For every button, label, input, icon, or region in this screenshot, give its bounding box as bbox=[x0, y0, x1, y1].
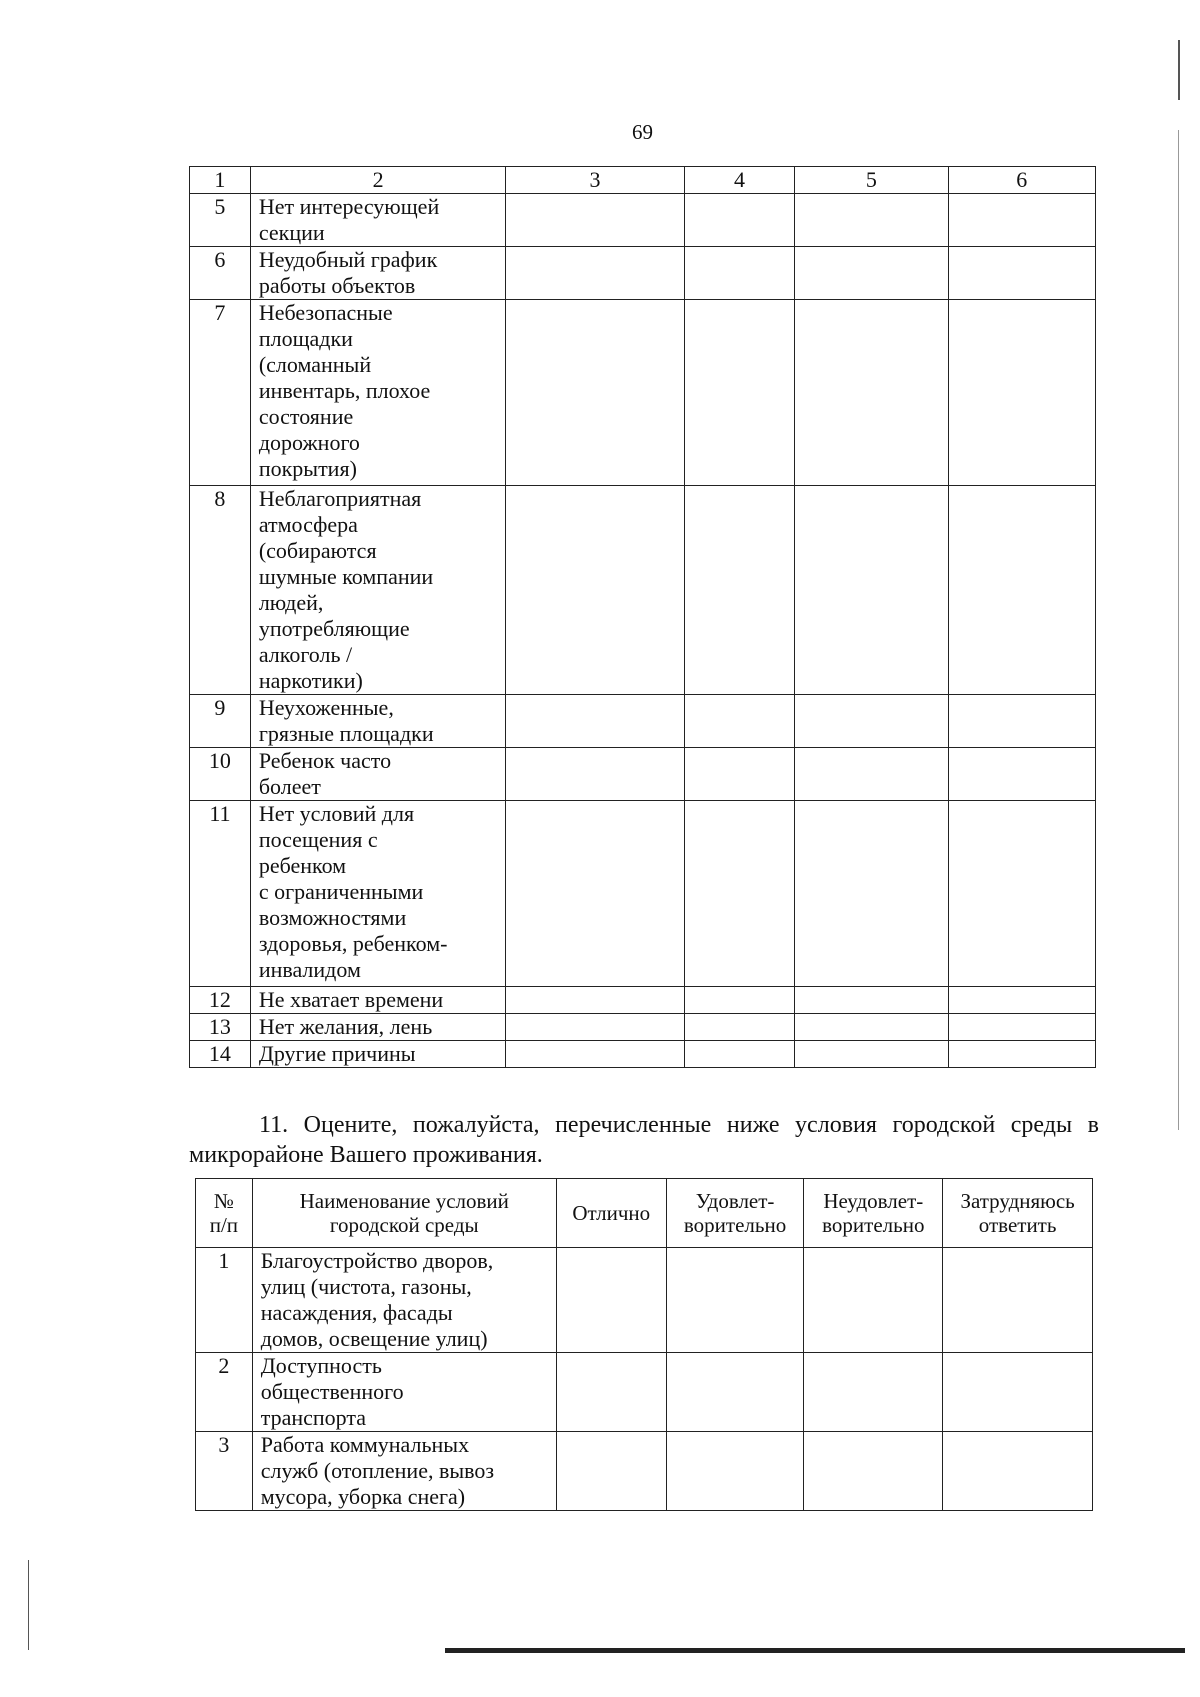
answer-cell[interactable] bbox=[795, 987, 948, 1014]
answer-cell[interactable] bbox=[948, 748, 1095, 801]
row-text-cell: Нет желания, лень bbox=[250, 1014, 506, 1041]
question-11-text: 11. Оцените, пожалуйста, перечисленные ниже условия городской среды в микрорайоне Вашего проживания. bbox=[189, 1112, 1099, 1168]
reasons-table bbox=[189, 166, 1096, 1068]
table-row bbox=[190, 194, 1096, 247]
answer-cell[interactable] bbox=[943, 1353, 1093, 1432]
answer-cell[interactable] bbox=[684, 247, 795, 300]
header-cell: 4 bbox=[684, 167, 795, 194]
scan-edge-line bbox=[28, 1560, 29, 1650]
answer-cell[interactable] bbox=[556, 1353, 666, 1432]
scan-edge-line bbox=[1178, 130, 1179, 1130]
answer-cell[interactable] bbox=[795, 695, 948, 748]
answer-cell[interactable] bbox=[943, 1248, 1093, 1353]
answer-cell[interactable] bbox=[684, 486, 795, 695]
answer-cell[interactable] bbox=[684, 1014, 795, 1041]
table-row bbox=[190, 695, 1096, 748]
header-cell: 6 bbox=[948, 167, 1095, 194]
row-text-cell: Неухоженные, грязные площадки bbox=[250, 695, 506, 748]
answer-cell[interactable] bbox=[666, 1432, 804, 1511]
answer-cell[interactable] bbox=[506, 486, 684, 695]
table-row bbox=[190, 748, 1096, 801]
answer-cell[interactable] bbox=[506, 987, 684, 1014]
row-text-cell: Другие причины bbox=[250, 1041, 506, 1068]
answer-cell[interactable] bbox=[948, 247, 1095, 300]
answer-cell[interactable] bbox=[684, 987, 795, 1014]
answer-cell[interactable] bbox=[506, 300, 684, 486]
answer-cell[interactable] bbox=[948, 300, 1095, 486]
row-number-cell: 10 bbox=[190, 748, 251, 801]
answer-cell[interactable] bbox=[684, 194, 795, 247]
table-row bbox=[196, 1353, 1093, 1432]
row-number-cell: 13 bbox=[190, 1014, 251, 1041]
row-number-cell: 5 bbox=[190, 194, 251, 247]
table-row bbox=[190, 486, 1096, 695]
table-row bbox=[196, 1432, 1093, 1511]
row-text-cell: Неблагоприятная атмосфера (собираются шумные компании людей, употребляющие алкоголь / наркотики) bbox=[250, 486, 506, 695]
header-cell: 1 bbox=[190, 167, 251, 194]
answer-cell[interactable] bbox=[804, 1353, 943, 1432]
answer-cell[interactable] bbox=[948, 987, 1095, 1014]
answer-cell[interactable] bbox=[948, 1014, 1095, 1041]
scan-edge-line bbox=[1178, 40, 1180, 100]
row-text-cell: Не хватает времени bbox=[250, 987, 506, 1014]
answer-cell[interactable] bbox=[948, 801, 1095, 987]
answer-cell[interactable] bbox=[795, 194, 948, 247]
answer-cell[interactable] bbox=[804, 1248, 943, 1353]
row-number-cell: 12 bbox=[190, 987, 251, 1014]
answer-cell[interactable] bbox=[948, 695, 1095, 748]
row-text-cell: Благоустройство дворов, улиц (чистота, газоны, насаждения, фасады домов, освещение улиц) bbox=[252, 1248, 556, 1353]
answer-cell[interactable] bbox=[795, 801, 948, 987]
answer-cell[interactable] bbox=[506, 247, 684, 300]
row-number-cell: 14 bbox=[190, 1041, 251, 1068]
row-number-cell: 6 bbox=[190, 247, 251, 300]
row-text-cell: Неудобный график работы объектов bbox=[250, 247, 506, 300]
answer-cell[interactable] bbox=[795, 1014, 948, 1041]
answer-cell[interactable] bbox=[943, 1432, 1093, 1511]
answer-cell[interactable] bbox=[684, 300, 795, 486]
table-row bbox=[190, 801, 1096, 987]
answer-cell[interactable] bbox=[556, 1432, 666, 1511]
table-row bbox=[190, 247, 1096, 300]
row-number-cell: 7 bbox=[190, 300, 251, 486]
answer-cell[interactable] bbox=[948, 194, 1095, 247]
city-conditions-table bbox=[195, 1178, 1093, 1511]
table-row bbox=[196, 1248, 1093, 1353]
table-header-row bbox=[196, 1179, 1093, 1248]
answer-cell[interactable] bbox=[804, 1432, 943, 1511]
row-text-cell: Нет условий для посещения с ребенком с ограниченными возможностями здоровья, ребенком- инвалидом bbox=[250, 801, 506, 987]
row-text-cell: Работа коммунальных служб (отопление, вывоз мусора, уборка снега) bbox=[252, 1432, 556, 1511]
answer-cell[interactable] bbox=[506, 194, 684, 247]
header-cell: № п/п bbox=[196, 1179, 253, 1248]
answer-cell[interactable] bbox=[666, 1248, 804, 1353]
row-number-cell: 3 bbox=[196, 1432, 253, 1511]
header-cell: Неудовлет- ворительно bbox=[804, 1179, 943, 1248]
answer-cell[interactable] bbox=[666, 1353, 804, 1432]
row-number-cell: 11 bbox=[190, 801, 251, 987]
table-header-row bbox=[190, 167, 1096, 194]
row-text-cell: Нет интересующей секции bbox=[250, 194, 506, 247]
answer-cell[interactable] bbox=[556, 1248, 666, 1353]
answer-cell[interactable] bbox=[795, 300, 948, 486]
header-cell: Отлично bbox=[556, 1179, 666, 1248]
answer-cell[interactable] bbox=[684, 748, 795, 801]
row-text-cell: Небезопасные площадки (сломанный инвентарь, плохое состояние дорожного покрытия) bbox=[250, 300, 506, 486]
row-number-cell: 9 bbox=[190, 695, 251, 748]
header-cell: Удовлет- ворительно bbox=[666, 1179, 804, 1248]
page-number: 69 bbox=[632, 120, 653, 144]
header-cell: 2 bbox=[250, 167, 506, 194]
answer-cell[interactable] bbox=[948, 486, 1095, 695]
scan-bottom-rule bbox=[445, 1648, 1185, 1653]
answer-cell[interactable] bbox=[506, 1041, 684, 1068]
header-cell: Затрудняюсь ответить bbox=[943, 1179, 1093, 1248]
answer-cell[interactable] bbox=[795, 247, 948, 300]
answer-cell[interactable] bbox=[795, 1041, 948, 1068]
row-number-cell: 8 bbox=[190, 486, 251, 695]
table-row bbox=[190, 1014, 1096, 1041]
answer-cell[interactable] bbox=[684, 1041, 795, 1068]
table-row bbox=[190, 300, 1096, 486]
answer-cell[interactable] bbox=[948, 1041, 1095, 1068]
table-row bbox=[190, 987, 1096, 1014]
header-cell: 5 bbox=[795, 167, 948, 194]
answer-cell[interactable] bbox=[506, 1014, 684, 1041]
row-number-cell: 2 bbox=[196, 1353, 253, 1432]
answer-cell[interactable] bbox=[684, 801, 795, 987]
answer-cell[interactable] bbox=[506, 695, 684, 748]
answer-cell[interactable] bbox=[506, 748, 684, 801]
table-row bbox=[190, 1041, 1096, 1068]
row-text-cell: Ребенок часто болеет bbox=[250, 748, 506, 801]
answer-cell[interactable] bbox=[684, 695, 795, 748]
header-cell: Наименование условий городской среды bbox=[252, 1179, 556, 1248]
answer-cell[interactable] bbox=[506, 801, 684, 987]
answer-cell[interactable] bbox=[795, 486, 948, 695]
row-number-cell: 1 bbox=[196, 1248, 253, 1353]
answer-cell[interactable] bbox=[795, 748, 948, 801]
row-text-cell: Доступность общественного транспорта bbox=[252, 1353, 556, 1432]
header-cell: 3 bbox=[506, 167, 684, 194]
